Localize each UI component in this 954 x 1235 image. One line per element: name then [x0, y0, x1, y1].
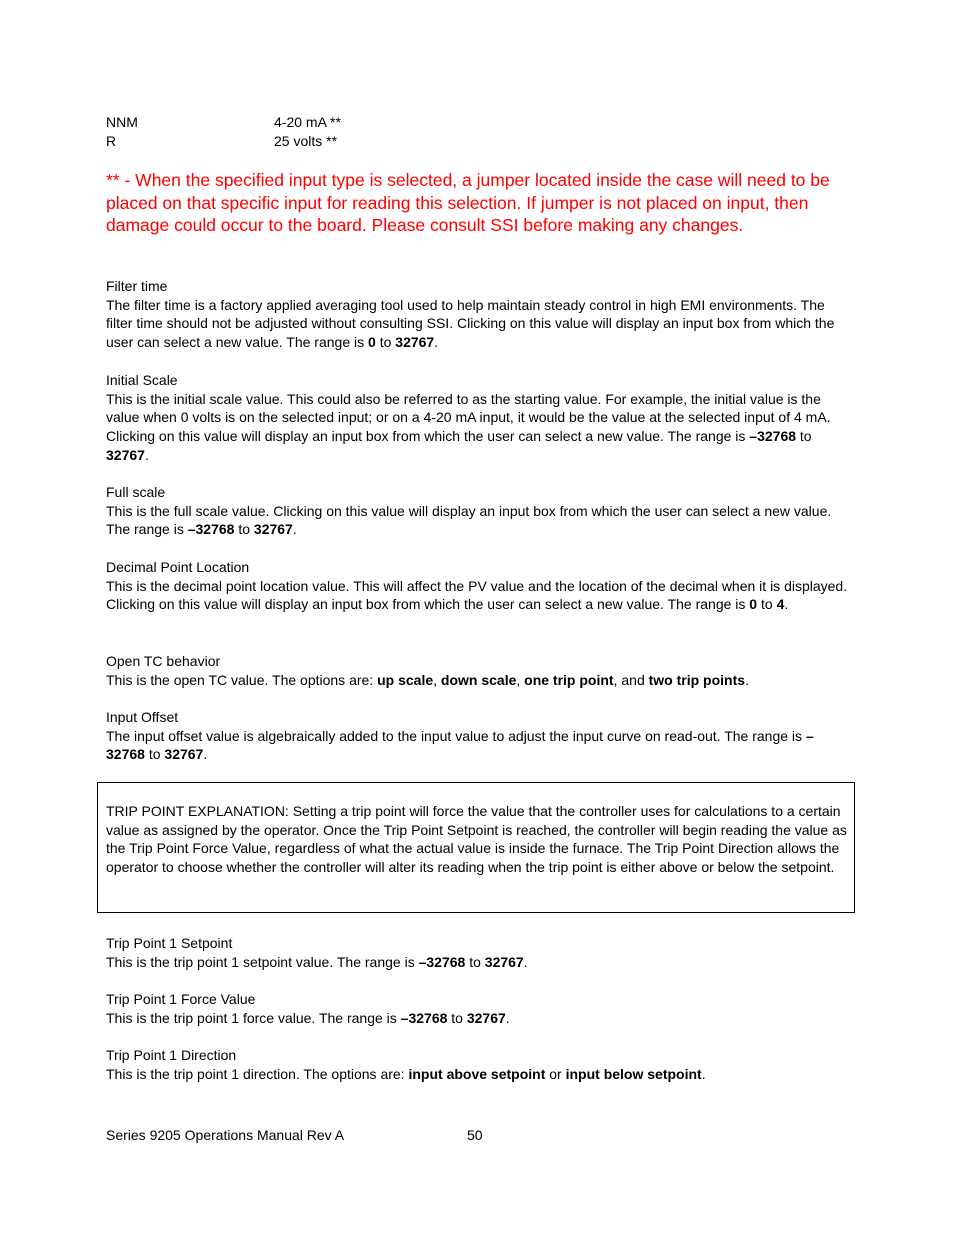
option: down scale — [440, 671, 517, 688]
footer-manual-title: Series 9205 Operations Manual Rev A — [106, 1127, 345, 1143]
range-min: 0 — [749, 596, 758, 613]
option: input above setpoint — [408, 1065, 546, 1082]
range-max: 32767 — [484, 953, 524, 970]
section-trip1-force — [106, 990, 851, 1027]
section-heading: Open TC behavior — [106, 653, 221, 669]
input-type-name: NNM — [106, 114, 138, 130]
input-type-name: R — [106, 133, 117, 149]
trip-point-explanation-text: TRIP POINT EXPLANATION: Setting a trip point will force the value that the controller uses for calculations to a certain value as assigned by the operator. Once the Trip Point Setpoint is reached, the controller will begin reading the value as the Trip Point Force Value, regardless of what the actual value is inside the furnace. The Trip Point Direction allows the operator to choose whether the controller will alter its reading when the trip point is either above or below the setpoint. — [106, 803, 847, 876]
box-title: TRIP POINT EXPLANATION: — [106, 803, 289, 819]
section-heading: Initial Scale — [106, 372, 178, 388]
section-filter-time — [106, 277, 851, 352]
footer-page-number: 50 — [467, 1127, 483, 1143]
section-body: This is the initial scale value. This could also be referred to as the starting value. For example, the initial value is the value when 0 volts is on the selected input; or on a 4-20 mA input, it would be the value at the selected input of 4 mA. Clicking on this value will display an input box from which the user can select a new value. The range is –32768 to 32767. — [106, 390, 831, 463]
range-min: –32768 — [106, 727, 814, 763]
section-trip1-direction — [106, 1046, 851, 1083]
range-max: 4 — [776, 596, 785, 613]
section-heading: Input Offset — [106, 709, 179, 725]
section-heading: Trip Point 1 Setpoint — [106, 935, 233, 951]
option: one trip point — [524, 671, 614, 688]
section-body: This is the trip point 1 force value. The range is –32768 to 32767. — [106, 1009, 510, 1026]
range-max: 32767 — [466, 1009, 506, 1026]
section-full-scale — [106, 483, 851, 539]
section-body: The input offset value is algebraically added to the input value to adjust the input curve on read-out. The range is –32768 to 32767. — [106, 727, 814, 763]
section-trip1-setpoint — [106, 934, 851, 971]
range-max: 32767 — [253, 521, 293, 538]
range-min: 0 — [368, 334, 376, 351]
section-body: This is the trip point 1 direction. The options are: input above setpoint or input below setpoint. — [106, 1065, 706, 1082]
section-body: This is the trip point 1 setpoint value. The range is –32768 to 32767. — [106, 953, 528, 970]
section-body: This is the open TC value. The options are: up scale, down scale, one trip point, and two trip points. — [106, 671, 749, 688]
range-min: –32768 — [400, 1009, 448, 1026]
jumper-warning: ** - When the specified input type is selected, a jumper located inside the case will need to be placed on that specific input for reading this selection. If jumper is not placed on input, then damage could occur to the board. Please consult SSI before making any changes. — [106, 170, 830, 235]
range-max: 32767 — [164, 746, 204, 763]
key-term: Trip Point Direction — [654, 840, 774, 857]
range-min: –32768 — [187, 521, 235, 538]
section-heading: Decimal Point Location — [106, 559, 250, 575]
option: two trip points — [648, 671, 746, 688]
range-min: –32768 — [418, 953, 466, 970]
input-type-value: 4-20 mA ** — [274, 114, 341, 130]
section-body: This is the decimal point location value. This will affect the PV value and the location of the decimal when it is displayed. Clicking on this value will display an input box from which the user can select a new value. The range is 0 to 4. — [106, 577, 848, 613]
range-min: –32768 — [749, 428, 797, 445]
section-heading: Trip Point 1 Force Value — [106, 991, 256, 1007]
trip-point-explanation-box — [97, 782, 855, 913]
range-max: 32767 — [395, 334, 435, 351]
section-heading: Filter time — [106, 278, 168, 294]
section-open-tc — [106, 652, 851, 689]
key-term: Trip Point Force Value, — [129, 840, 271, 857]
section-heading: Trip Point 1 Direction — [106, 1047, 237, 1063]
section-input-offset — [106, 708, 851, 764]
input-type-value: 25 volts ** — [274, 133, 338, 149]
range-max: 32767 — [106, 446, 145, 463]
section-decimal-point — [106, 558, 851, 614]
section-heading: Full scale — [106, 484, 166, 500]
option: up scale — [377, 671, 434, 688]
section-body: This is the full scale value. Clicking on this value will display an input box from which the user can select a new value. The range is –32768 to 32767. — [106, 502, 832, 538]
section-initial-scale — [106, 371, 851, 465]
key-term: Trip Point Setpoint — [383, 821, 499, 838]
section-body: The filter time is a factory applied averaging tool used to help maintain steady control in high EMI environments. The filter time should not be adjusted without consulting SSI. Clicking on this value will display an input box from which the user can select a new value. The range is 0 to 32767. — [106, 296, 835, 351]
option: input below setpoint — [565, 1065, 702, 1082]
